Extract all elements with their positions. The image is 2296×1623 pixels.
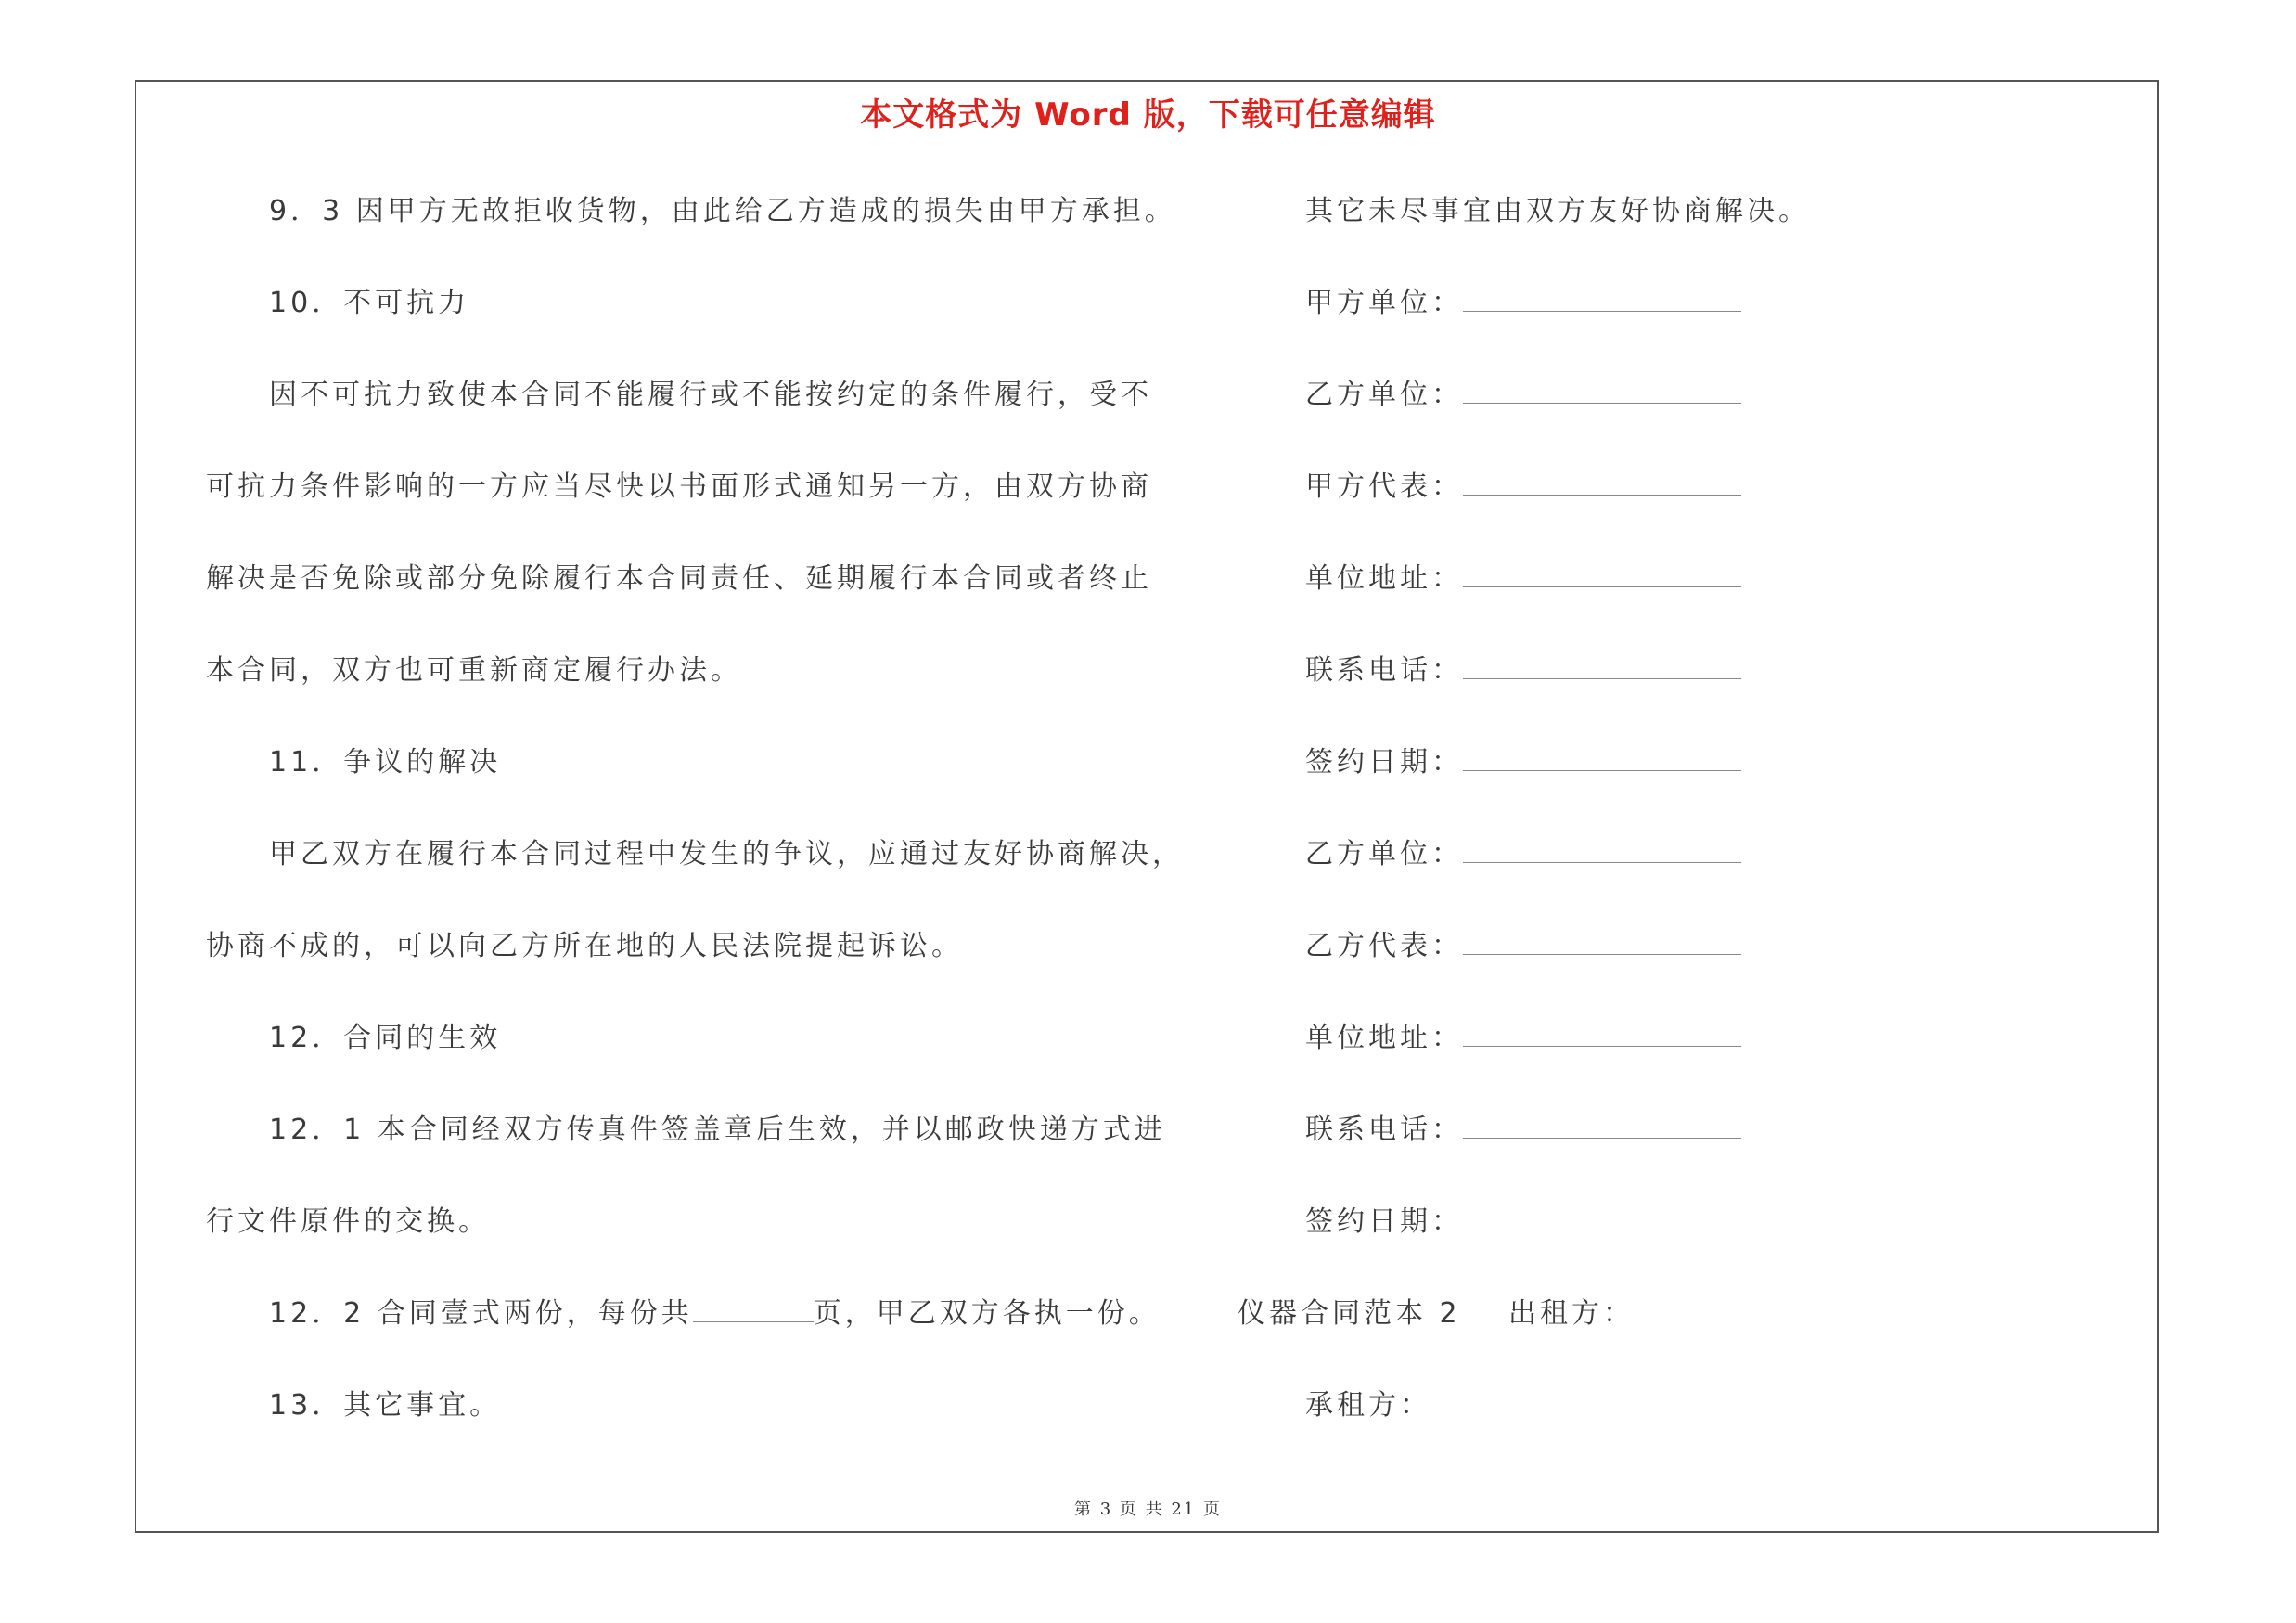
phone-field-2 <box>1305 1112 1741 1149</box>
lessee-label: 承租方： <box>1305 1389 1431 1422</box>
phone-field-1 <box>1305 652 1741 689</box>
lessor-label: 出租方： <box>1508 1297 1635 1330</box>
clause-10-heading: 10．不可抗力 <box>269 287 470 319</box>
clause-11-text-line1: 甲乙双方在履行本合同过程中发生的争议，应通过友好协商解决， <box>269 838 1184 870</box>
field-label: 签约日期： <box>1305 746 1463 779</box>
signature-blank <box>1463 469 1741 496</box>
clause-12-2-before: 12．2 合同壹式两份，每份共 <box>269 1297 693 1330</box>
field-label: 单位地址： <box>1305 562 1463 595</box>
party-a-unit-field <box>1305 285 1741 322</box>
word-format-banner: 本文格式为 Word 版，下载可任意编辑 <box>860 97 1436 134</box>
signature-blank <box>1463 1020 1741 1047</box>
field-label: 联系电话： <box>1305 1114 1463 1146</box>
signature-blank <box>1463 928 1741 955</box>
page-count-blank <box>693 1295 814 1322</box>
clause-11-text-line2: 协商不成的，可以向乙方所在地的人民法院提起诉讼。 <box>206 930 963 962</box>
clause-13-heading: 13．其它事宜。 <box>269 1389 502 1422</box>
party-b-unit-field <box>1305 377 1741 414</box>
field-label: 乙方代表： <box>1305 930 1463 962</box>
party-a-representative-field <box>1305 469 1741 506</box>
signature-blank <box>1463 744 1741 771</box>
field-label: 乙方单位： <box>1305 379 1463 411</box>
signature-blank <box>1463 836 1741 863</box>
clause-9-3: 9．3 因甲方无故拒收货物，由此给乙方造成的损失由甲方承担。 <box>269 195 1176 227</box>
field-label: 联系电话： <box>1305 654 1463 687</box>
clause-10-text-line1: 因不可抗力致使本合同不能履行或不能按约定的条件履行，受不 <box>269 379 1152 411</box>
clause-12-1-line2: 行文件原件的交换。 <box>206 1205 490 1238</box>
clause-10-text-line3: 解决是否免除或部分免除履行本合同责任、延期履行本合同或者终止 <box>206 562 1152 595</box>
signing-date-field-1 <box>1305 744 1741 781</box>
party-b-unit-field-2 <box>1305 836 1741 873</box>
signature-blank <box>1463 1204 1741 1230</box>
unit-address-field-2 <box>1305 1020 1741 1057</box>
clause-12-2-after: 页，甲乙双方各执一份。 <box>813 1297 1161 1330</box>
field-label: 单位地址： <box>1305 1022 1463 1054</box>
page-number-footer: 第 3 页 共 21 页 <box>1074 1500 1222 1519</box>
signature-blank <box>1463 285 1741 312</box>
remaining-matters: 其它未尽事宜由双方友好协商解决。 <box>1305 195 1810 227</box>
field-label: 甲方代表： <box>1305 470 1463 503</box>
signature-blank <box>1463 377 1741 404</box>
field-label: 甲方单位： <box>1305 287 1463 319</box>
clause-11-heading: 11．争议的解决 <box>269 746 502 779</box>
field-label: 乙方单位： <box>1305 838 1463 870</box>
unit-address-field-1 <box>1305 560 1741 598</box>
clause-12-2 <box>269 1295 1161 1333</box>
clause-12-heading: 12．合同的生效 <box>269 1022 502 1054</box>
signature-blank <box>1463 560 1741 587</box>
signature-blank <box>1463 652 1741 679</box>
clause-10-text-line2: 可抗力条件影响的一方应当尽快以书面形式通知另一方，由双方协商 <box>206 470 1152 503</box>
sample-2-title: 仪器合同范本 2 <box>1238 1297 1461 1330</box>
party-b-representative-field <box>1305 928 1741 965</box>
signature-blank <box>1463 1112 1741 1139</box>
field-label: 签约日期： <box>1305 1205 1463 1238</box>
clause-10-text-line4: 本合同，双方也可重新商定履行办法。 <box>206 654 742 687</box>
signing-date-field-2 <box>1305 1204 1741 1241</box>
clause-12-1-line1: 12．1 本合同经双方传真件签盖章后生效，并以邮政快递方式进 <box>269 1114 1166 1146</box>
